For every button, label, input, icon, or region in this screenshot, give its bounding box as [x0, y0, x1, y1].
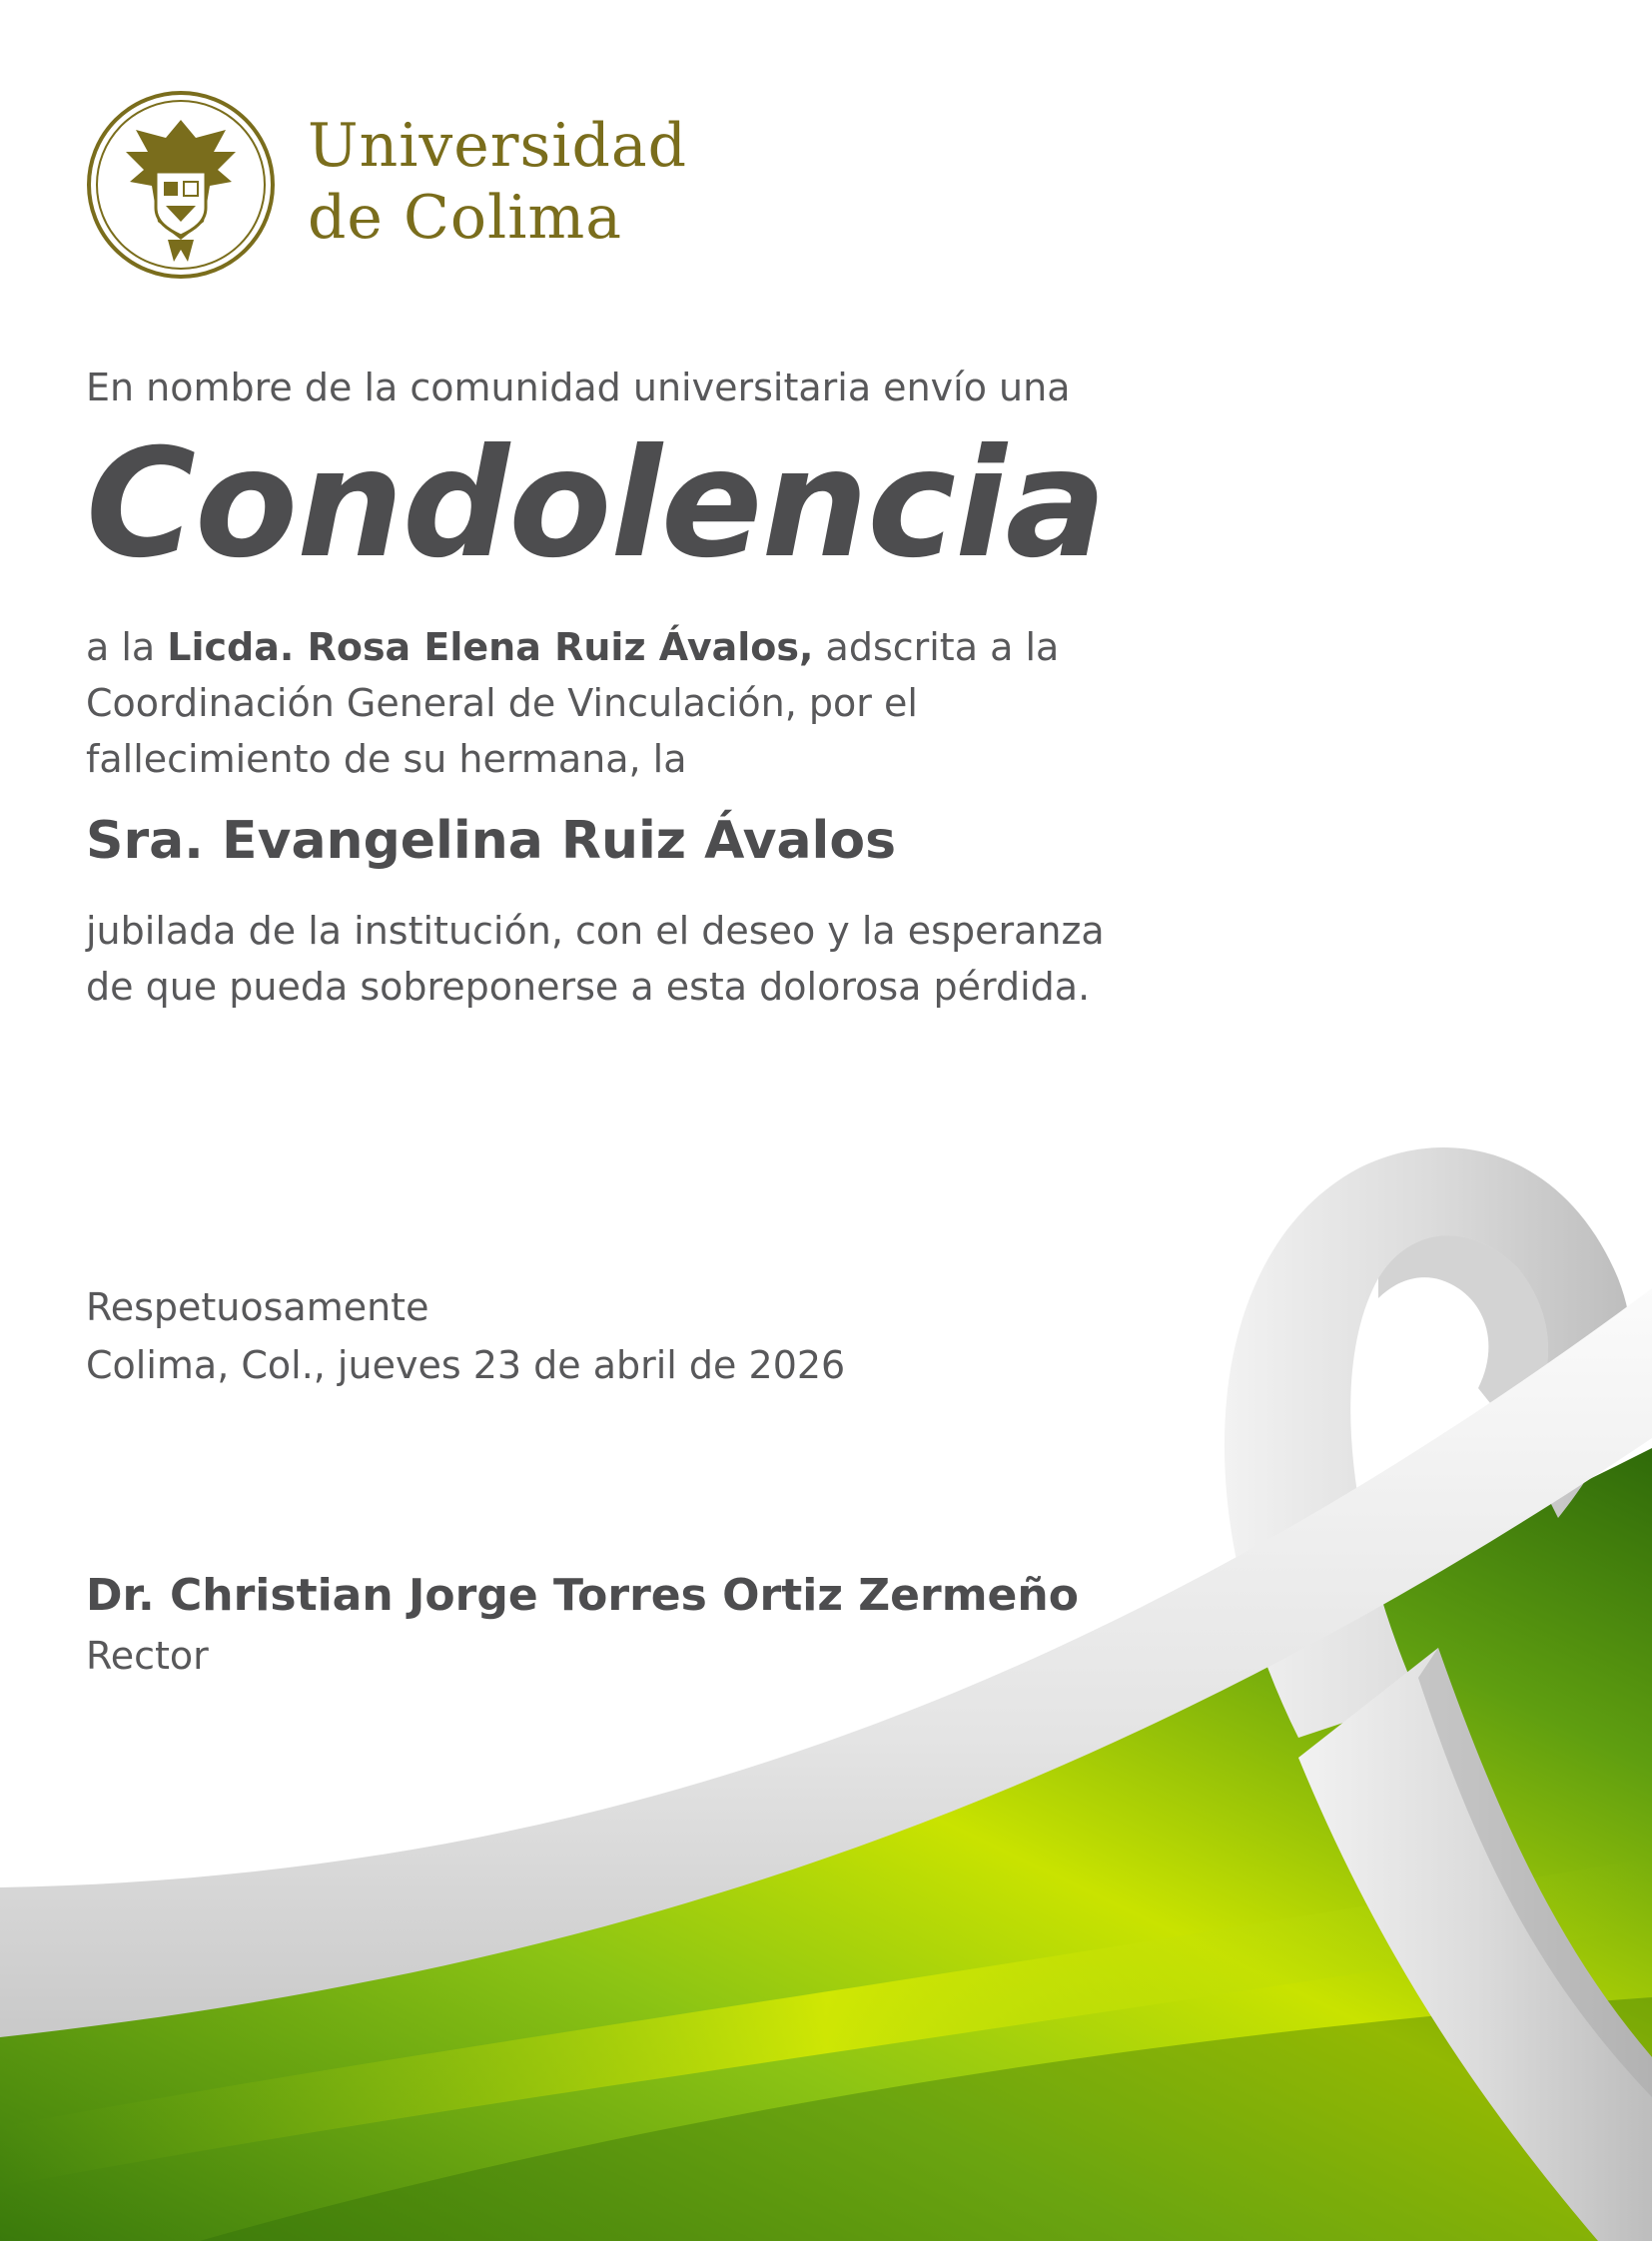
closing — [86, 1278, 845, 1394]
deceased-name: Sra. Evangelina Ruiz Ávalos — [86, 811, 897, 871]
signer-name: Dr. Christian Jorge Torres Ortiz Zermeño — [86, 1570, 1079, 1621]
page-title: Condolencia — [86, 417, 1106, 591]
university-name-line1: Universidad — [308, 111, 688, 181]
university-name — [308, 110, 687, 254]
recipient-prefix: a la — [86, 625, 168, 669]
wish-line-1: jubilada de la institución, con el deseo y la esperanza — [86, 909, 1105, 953]
recipient-suffix: adscrita a la — [813, 625, 1060, 669]
recipient-name: Licda. Rosa Elena Ruiz Ávalos, — [167, 625, 814, 669]
recipient-line-1 — [86, 619, 1059, 675]
wish-paragraph — [86, 903, 1105, 1015]
recipient-paragraph — [86, 619, 1059, 787]
intro-text: En nombre de la comunidad universitaria envío una — [86, 366, 1071, 409]
university-seal-icon — [86, 90, 276, 280]
university-name-line2: de Colima — [308, 183, 623, 253]
signer-title: Rector — [86, 1634, 209, 1678]
place-date: Colima, Col., jueves 23 de abril de 2026 — [86, 1343, 846, 1387]
recipient-line-3: fallecimiento de su hermana, la — [86, 737, 687, 781]
wish-line-2: de que pueda sobreponerse a esta dolorosa pérdida. — [86, 965, 1091, 1009]
university-logo — [86, 90, 745, 280]
recipient-line-2: Coordinación General de Vinculación, por el — [86, 681, 918, 725]
salutation: Respetuosamente — [86, 1285, 429, 1329]
